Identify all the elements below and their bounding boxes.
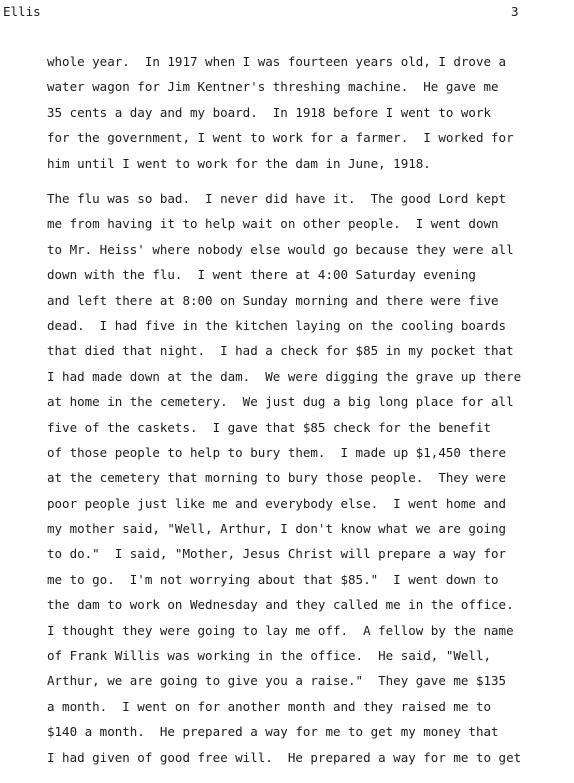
- text-line: the dam to work on Wednesday and they called me in the office.: [47, 597, 514, 613]
- text-line: my mother said, "Well, Arthur, I don't know what we are going: [47, 521, 507, 537]
- text-line: I had made down at the dam. We were digging the grave up there: [47, 368, 522, 384]
- text-line: him until I went to work for the dam in June, 1918.: [47, 155, 431, 171]
- text-line: to Mr. Heiss' where nobody else would go because they were all: [47, 241, 514, 257]
- page-number: 3: [511, 4, 519, 19]
- text-line: of Frank Willis was working in the office. He said, "Well,: [47, 648, 492, 664]
- text-line: I had given of good free will. He prepared a way for me to get: [47, 749, 522, 765]
- text-line: down with the flu. I went there at 4:00 Saturday evening: [47, 267, 476, 283]
- text-line: at the cemetery that morning to bury those people. They were: [47, 470, 507, 486]
- text-line: of those people to help to bury them. I made up $1,450 there: [47, 444, 507, 460]
- text-line: poor people just like me and everybody else. I went home and: [47, 495, 507, 511]
- paragraph-2: [47, 190, 567, 774]
- header-name: Ellis: [3, 4, 41, 19]
- paragraph-1: [47, 53, 567, 180]
- text-line: whole year. In 1917 when I was fourteen years old, I drove a: [47, 54, 507, 69]
- text-line: me from having it to help wait on other people. I went down: [47, 216, 499, 232]
- text-line: to do." I said, "Mother, Jesus Christ will prepare a way for: [47, 546, 507, 562]
- text-line: The flu was so bad. I never did have it. The good Lord kept: [47, 191, 507, 206]
- text-line: water wagon for Jim Kentner's threshing machine. He gave me: [47, 79, 499, 95]
- text-line: and left there at 8:00 on Sunday morning and there were five: [47, 292, 499, 308]
- text-line: me to go. I'm not worrying about that $85." I went down to: [47, 571, 499, 587]
- text-line: I thought they were going to lay me off. A fellow by the name: [47, 622, 514, 638]
- text-line: Arthur, we are going to give you a raise." They gave me $135: [47, 673, 507, 689]
- text-line: 35 cents a day and my board. In 1918 before I went to work: [47, 104, 492, 120]
- text-line: a month. I went on for another month and they raised me to: [47, 698, 492, 714]
- text-line: for the government, I went to work for a farmer. I worked for: [47, 130, 514, 146]
- text-line: five of the caskets. I gave that $85 check for the benefit: [47, 419, 492, 435]
- text-line: $140 a month. He prepared a way for me to get my money that: [47, 724, 499, 740]
- text-line: that died that night. I had a check for $85 in my pocket that: [47, 343, 514, 359]
- text-line: dead. I had five in the kitchen laying on the cooling boards: [47, 317, 507, 333]
- text-line: at home in the cemetery. We just dug a big long place for all: [47, 394, 514, 410]
